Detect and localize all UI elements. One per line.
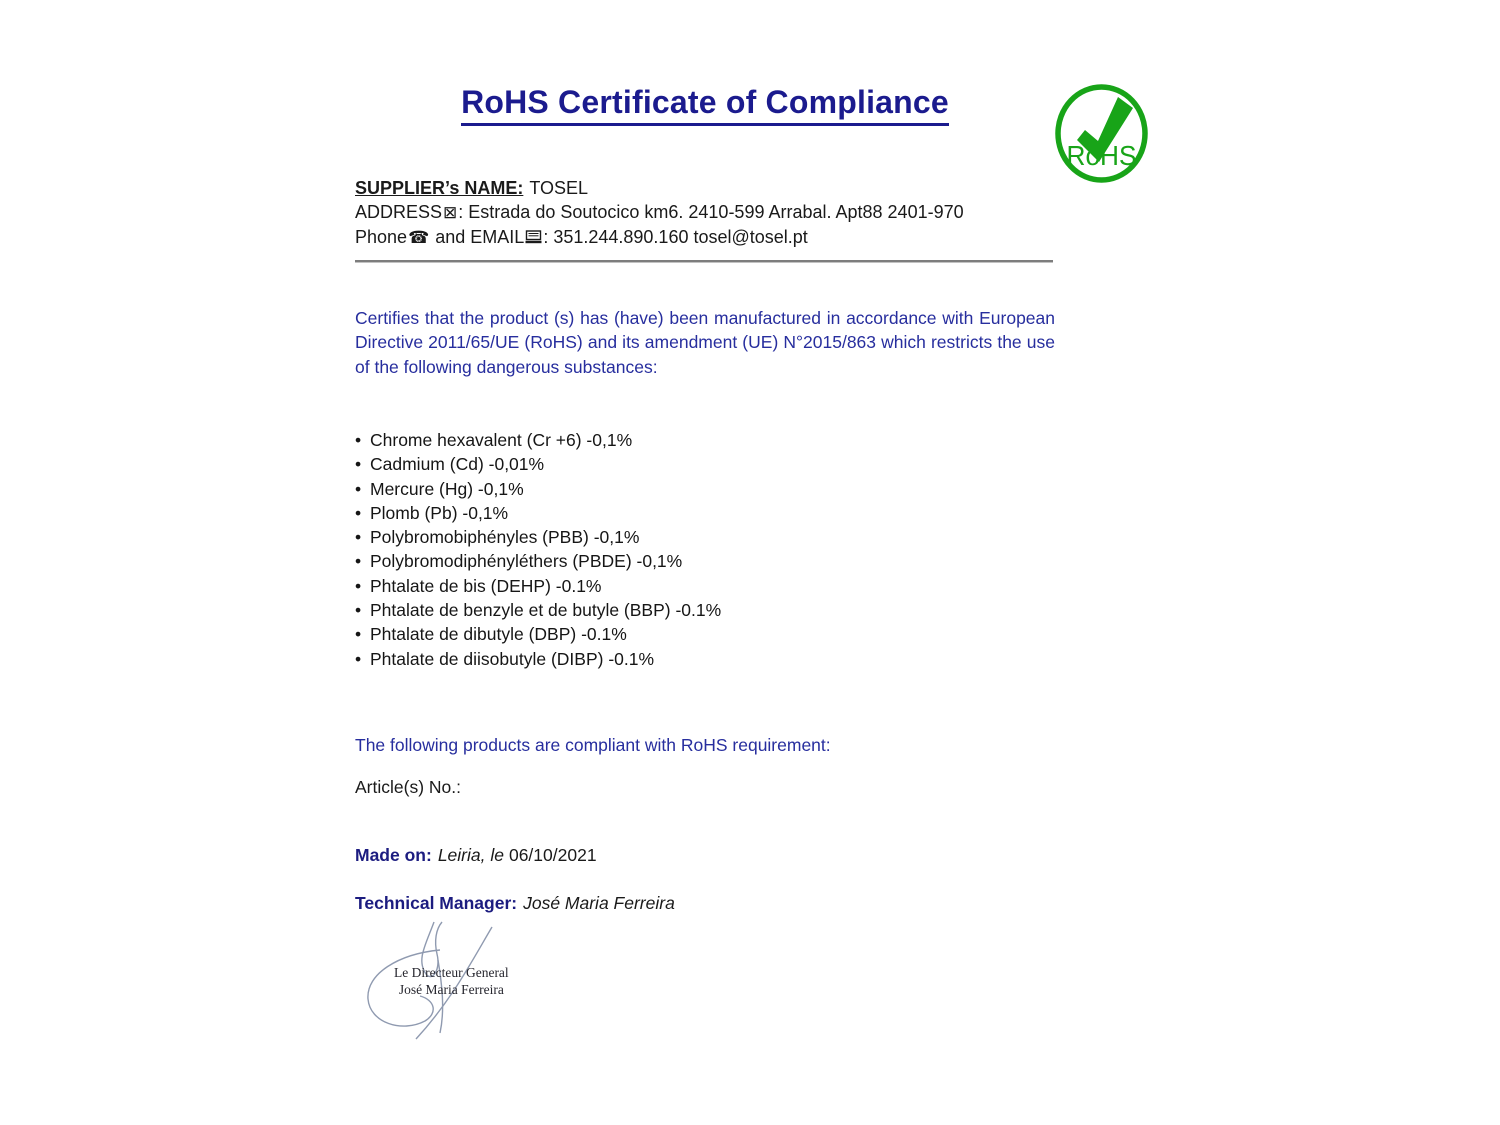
substance-item: • Polybromobiphényles (PBB) -0,1% <box>355 525 721 549</box>
technical-manager-name: José Maria Ferreira <box>523 893 675 913</box>
rohs-logo <box>1054 83 1149 184</box>
signature-name: José Maria Ferreira <box>398 982 504 997</box>
logo-label: RoHS <box>1066 140 1137 171</box>
made-on-place: Leiria, le <box>437 845 504 865</box>
supplier-name-label: SUPPLIER’s NAME: <box>355 178 524 198</box>
address-value: : Estrada do Soutocico km6. 2410-599 Arrabal. Apt88 2401-970 <box>458 202 964 222</box>
phone-label: Phone <box>355 227 408 247</box>
substance-item: • Phtalate de bis (DEHP) -0.1% <box>355 574 721 598</box>
title-row <box>355 84 1055 126</box>
supplier-address-row <box>355 200 1075 225</box>
supplier-contact-row <box>355 225 1075 250</box>
made-on-label: Made on: <box>355 845 432 865</box>
substance-item: • Phtalate de diisobutyle (DIBP) -0.1% <box>355 647 721 671</box>
technical-manager-row <box>355 893 675 914</box>
made-on-row <box>355 845 597 866</box>
substances-list <box>355 428 721 671</box>
supplier-name-row <box>355 176 1075 200</box>
substance-item: • Polybromodiphényléthers (PBDE) -0,1% <box>355 549 721 573</box>
computer-icon <box>525 230 542 244</box>
signature-text <box>394 964 509 998</box>
substance-item: • Phtalate de benzyle et de butyle (BBP) -0.1% <box>355 598 721 622</box>
horizontal-divider <box>355 260 1053 263</box>
substance-item: • Cadmium (Cd) -0,01% <box>355 452 721 476</box>
made-on-date: 06/10/2021 <box>508 845 597 865</box>
envelope-icon: ⊠ <box>443 203 458 222</box>
substance-item: • Plomb (Pb) -0,1% <box>355 501 721 525</box>
address-label: ADDRESS <box>355 202 443 222</box>
signature-block <box>356 920 536 1050</box>
page-title: RoHS Certificate of Compliance <box>461 84 949 126</box>
certification-statement: Certifies that the product (s) has (have) been manufactured in accordance with European Directive 2011/65/UE (RoHS) and its amendment (UE) N°2015/863 which restricts the use of the following dangerous substances: <box>355 308 1055 377</box>
email-label: and EMAIL <box>435 227 525 247</box>
technical-manager-label: Technical Manager: <box>355 893 518 913</box>
substance-item: • Mercure (Hg) -0,1% <box>355 477 721 501</box>
supplier-block <box>355 176 1075 250</box>
telephone-icon: ☎ <box>408 228 430 247</box>
compliance-statement: The following products are compliant with RoHS requirement: <box>355 735 831 755</box>
substance-item: • Chrome hexavalent (Cr +6) -0,1% <box>355 428 721 452</box>
contact-value: : 351.244.890.160 tosel@tosel.pt <box>543 227 808 247</box>
article-number-label: Article(s) No.: <box>355 777 461 797</box>
substance-item: • Phtalate de dibutyle (DBP) -0.1% <box>355 622 721 646</box>
signature-title: Le Directeur General <box>394 965 509 980</box>
supplier-name-value: TOSEL <box>529 178 589 198</box>
